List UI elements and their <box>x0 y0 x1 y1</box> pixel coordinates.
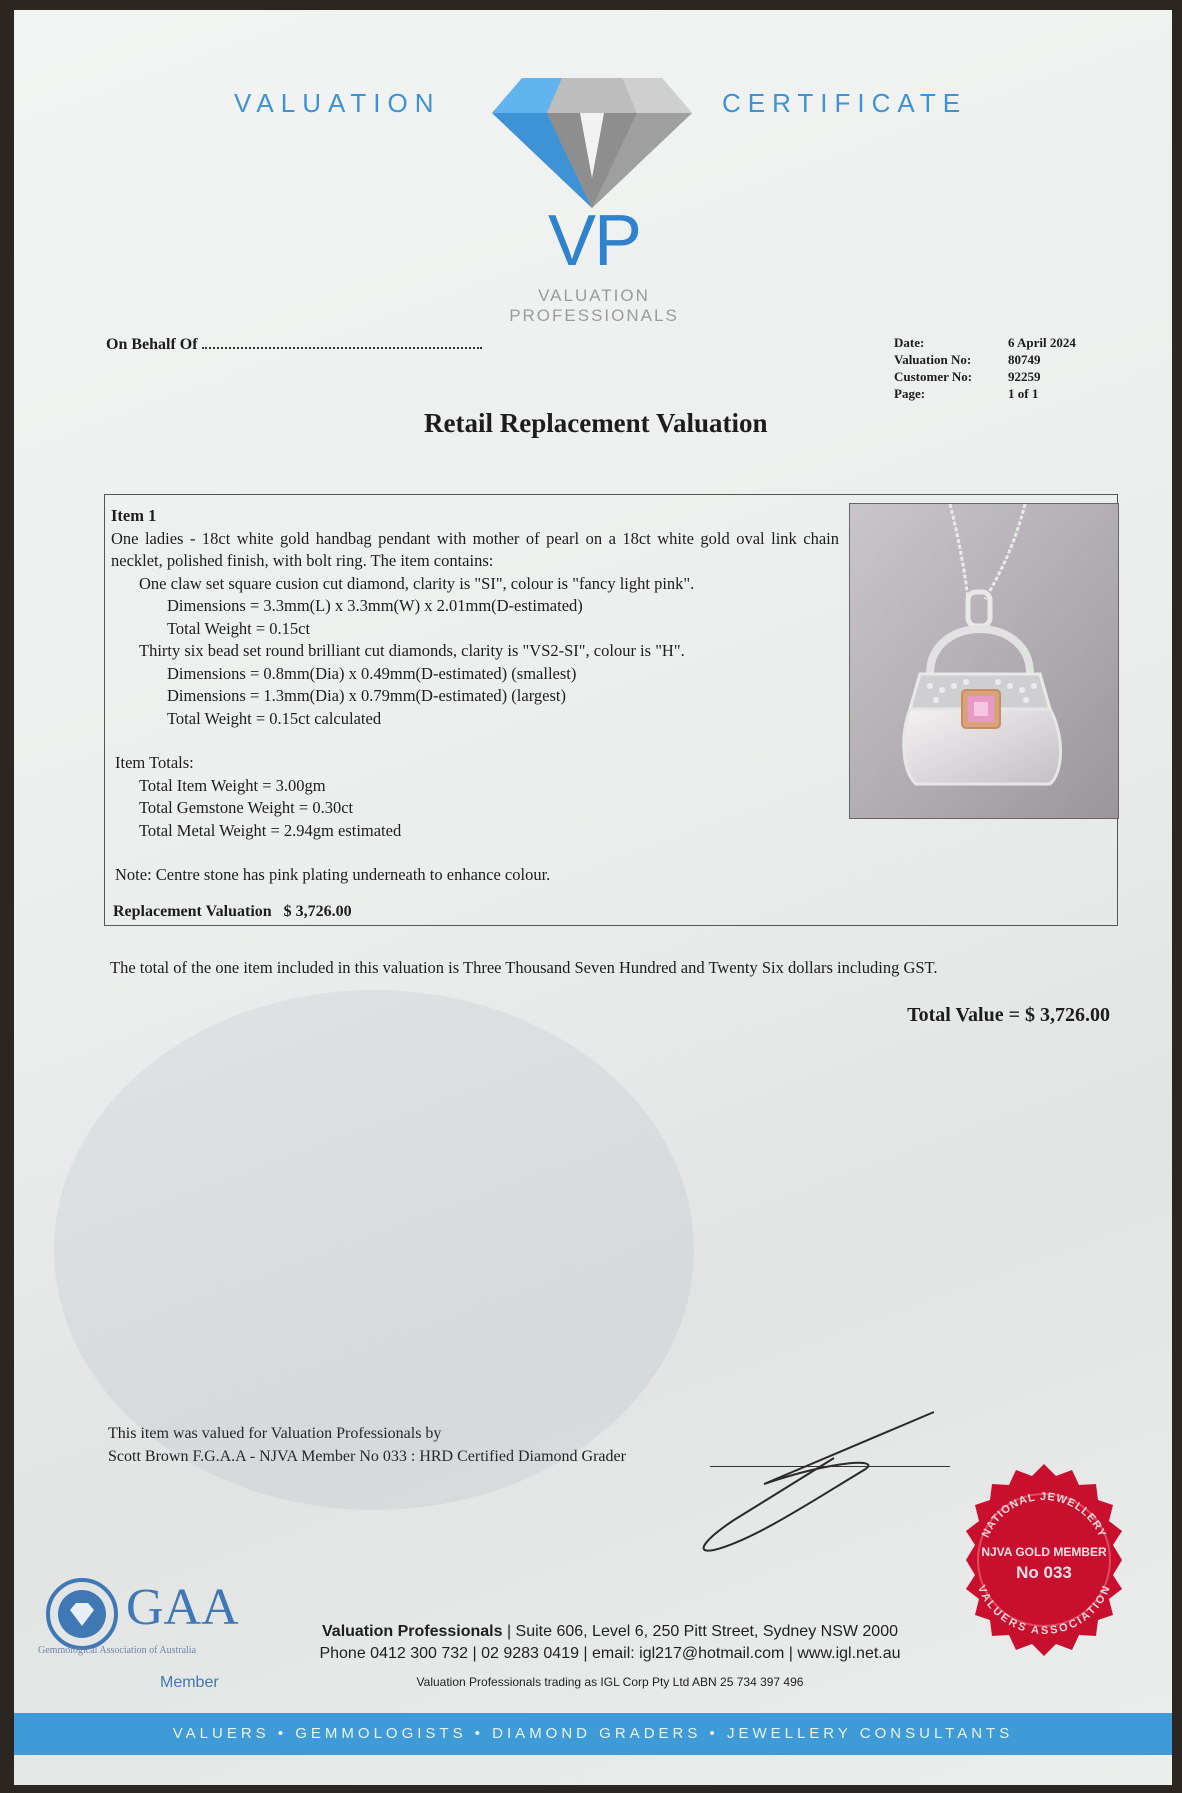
meta-value: 80749 <box>1008 352 1041 367</box>
item-totals-label: Item Totals: <box>115 753 194 772</box>
total-item-weight: Total Item Weight = 3.00gm <box>139 775 326 795</box>
footer-address <box>260 1621 960 1689</box>
stone2-dimensions-smallest: Dimensions = 0.8mm(Dia) x 0.49mm(D-estimated) (smallest) <box>167 663 577 683</box>
item-box <box>104 494 1118 926</box>
item-heading: Item 1 <box>111 506 157 525</box>
gaa-member-label: Member <box>160 1674 219 1691</box>
document-title: Retail Replacement Valuation <box>424 408 768 438</box>
pendant-image <box>850 504 1118 818</box>
pendant-photo <box>849 503 1119 819</box>
stone2-weight: Total Weight = 0.15ct calculated <box>167 708 382 728</box>
footer-trading: Valuation Professionals trading as IGL Corp Pty Ltd ABN 25 734 397 496 <box>416 1675 804 1689</box>
gaa-emblem-icon <box>44 1576 120 1652</box>
footer-contact: Phone 0412 300 732 | 02 9283 0419 | email: igl217@hotmail.com | www.igl.net.au <box>319 1645 901 1662</box>
meta-label: Page: <box>894 386 926 401</box>
stone1-line: One claw set square cusion cut diamond, clarity is "SI", colour is "fancy light pink". <box>139 573 695 593</box>
footer-company: Valuation Professionals <box>322 1623 503 1640</box>
replacement-valuation-value: $ 3,726.00 <box>283 903 352 920</box>
meta-label: Valuation No: <box>894 352 972 367</box>
gaa-subtitle: Gemmological Association of Australia <box>38 1645 197 1656</box>
njva-seal-icon <box>944 1460 1144 1660</box>
stone2-line: Thirty six bead set round brilliant cut diamonds, clarity is "VS2-SI", colour is "H". <box>139 641 685 660</box>
meta-row-date <box>894 334 1076 351</box>
item-text: One ladies - 18ct white gold handbag pendant with mother of pearl on a 18ct white gold oval link chain necklet, polished finish, with bolt ring. The item contains: <box>111 528 839 570</box>
total-metal-weight: Total Metal Weight = 2.94gm estimated <box>139 820 402 840</box>
gaa-logo-text: GAA <box>126 1579 239 1636</box>
replacement-valuation-label: Replacement Valuation <box>113 903 272 920</box>
on-behalf-blank <box>202 347 482 349</box>
footer-band: VALUERS • GEMMOLOGISTS • DIAMOND GRADERS • JEWELLERY CONSULTANTS <box>14 1713 1172 1755</box>
certificate-page <box>14 10 1172 1785</box>
meta-row-valuation-no <box>894 351 1076 368</box>
stone1-dimensions: Dimensions = 3.3mm(L) x 3.3mm(W) x 2.01mm(D-estimated) <box>167 596 583 615</box>
on-behalf-of <box>106 336 482 354</box>
total-sentence: The total of the one item included in this valuation is Three Thousand Seven Hundred and Twenty Six dollars including GST. <box>110 958 938 977</box>
vp-logo-name <box>494 286 694 326</box>
replacement-valuation <box>113 903 352 921</box>
valuer-line2: Scott Brown F.G.A.A - NJVA Member No 033 : HRD Certified Diamond Grader <box>108 1448 626 1465</box>
total-gemstone-weight: Total Gemstone Weight = 0.30ct <box>139 798 354 817</box>
vp-logo-mark: VP <box>547 201 641 281</box>
on-behalf-label: On Behalf Of <box>106 336 198 353</box>
seal-center-line1: NJVA GOLD MEMBER <box>981 1545 1107 1559</box>
header-word-certificate: CERTIFICATE <box>722 88 968 118</box>
meta-row-customer-no <box>894 368 1076 385</box>
meta-value: 1 of 1 <box>1008 386 1039 401</box>
meta-label: Date: <box>894 335 925 350</box>
seal-center-line2: No 033 <box>1016 1563 1072 1582</box>
footer-line1 <box>260 1621 960 1643</box>
seal-arc-top: NATIONAL JEWELLERY <box>979 1490 1109 1540</box>
diamond-logo-icon <box>492 68 692 208</box>
valuer-line1: This item was valued for Valuation Professionals by <box>108 1425 442 1442</box>
meta-value: 6 April 2024 <box>1008 335 1076 350</box>
stone1-weight: Total Weight = 0.15ct <box>167 618 311 638</box>
meta-label: Customer No: <box>894 369 973 384</box>
valuation-meta <box>894 334 1076 402</box>
footer-street: | Suite 606, Level 6, 250 Pitt Street, Sydney NSW 2000 <box>506 1623 898 1640</box>
valuer-statement <box>108 1422 626 1468</box>
meta-row-page <box>894 385 1076 402</box>
stone2-dimensions-largest: Dimensions = 1.3mm(Dia) x 0.79mm(D-estimated) (largest) <box>167 686 566 705</box>
total-value: Total Value = $ 3,726.00 <box>907 1004 1110 1026</box>
item-description <box>111 505 839 887</box>
vp-logo-name-line1: VALUATION <box>538 286 650 305</box>
header-word-valuation: VALUATION <box>234 88 441 118</box>
seal-arc-bottom: VALUERS ASSOCIATION <box>975 1583 1113 1638</box>
item-note: Note: Centre stone has pink plating underneath to enhance colour. <box>115 865 551 884</box>
signature-icon <box>694 1400 954 1560</box>
meta-value: 92259 <box>1008 369 1041 384</box>
vp-logo-name-line2: PROFESSIONALS <box>509 306 679 325</box>
